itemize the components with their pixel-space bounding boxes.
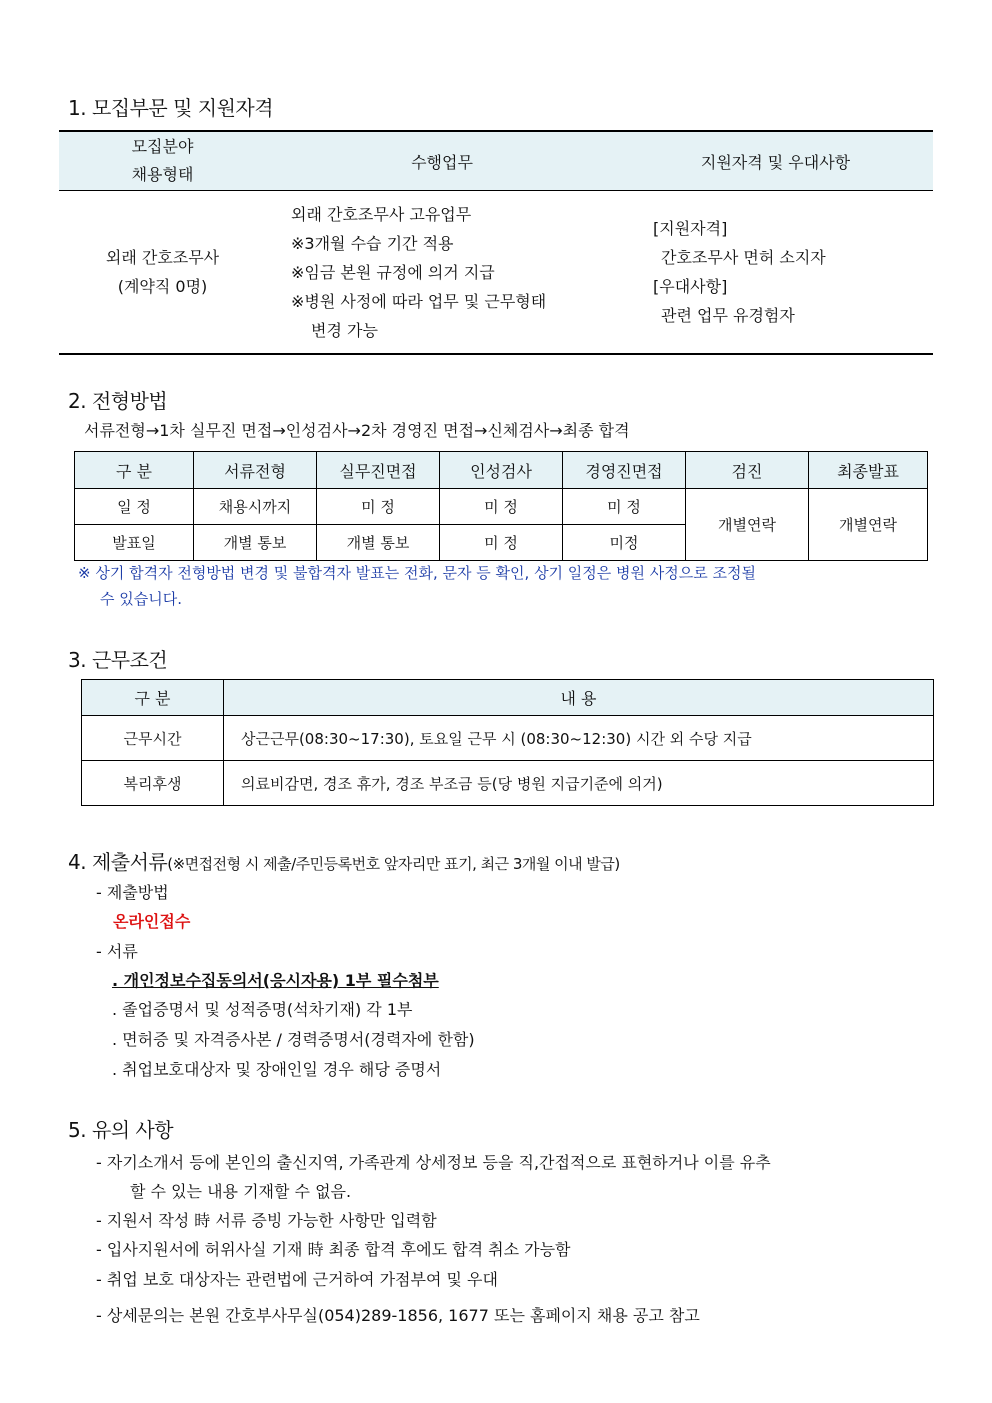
- document-item: . 취업보호대상자 및 장애인일 경우 해당 증명서: [112, 1060, 442, 1079]
- header-duties: 수행업무: [266, 131, 618, 191]
- schedule-cell: 미 정: [440, 489, 563, 525]
- selection-header: 경영진면접: [563, 452, 686, 489]
- condition-key: 근무시간: [82, 716, 224, 761]
- section-5-title: 5. 유의 사항: [68, 1118, 174, 1142]
- header-field-line1: 모집분야: [131, 137, 194, 156]
- qual-item: [우대사항]: [653, 277, 728, 296]
- schedule-cell: 미 정: [317, 489, 440, 525]
- selection-header: 구 분: [75, 452, 194, 489]
- notice-item: 할 수 있는 내용 기재할 수 없음.: [130, 1182, 352, 1201]
- notice-item: - 입사지원서에 허위사실 기재 時 최종 합격 후에도 합격 취소 가능함: [96, 1240, 571, 1259]
- selection-header: 인성검사: [440, 452, 563, 489]
- document-item: [112, 968, 439, 991]
- conditions-table: [81, 679, 934, 806]
- condition-value: 상근근무(08:30~17:30), 토요일 근무 시 (08:30~12:30) 시간 외 수당 지급: [224, 716, 934, 761]
- submission-method-label: - 제출방법: [96, 883, 169, 902]
- duties-cell: [266, 191, 618, 355]
- selection-header: 서류전형: [194, 452, 317, 489]
- duty-item: ※병원 사정에 따라 업무 및 근무형태: [291, 291, 547, 311]
- header-field: [59, 131, 266, 191]
- selection-flow: 서류전형→1차 실무진 면접→인성검사→2차 경영진 면접→신체검사→최종 합격: [84, 421, 630, 440]
- document-item: . 졸업증명서 및 성적증명(석차기재) 각 1부: [112, 1000, 413, 1019]
- header-qualifications: 지원자격 및 우대사항: [618, 131, 933, 191]
- condition-value: 의료비감면, 경조 휴가, 경조 부조금 등(당 병원 지급기준에 의거): [224, 761, 934, 806]
- duty-item: ※3개월 수습 기간 적용: [291, 233, 454, 253]
- documents-label: - 서류: [96, 942, 138, 961]
- section-2-title: 2. 전형방법: [68, 389, 168, 413]
- notice-item: - 상세문의는 본원 간호부사무실(054)289-1856, 1677 또는 홈페이지 채용 공고 참고: [96, 1306, 700, 1325]
- qual-item: [지원자격]: [653, 219, 728, 238]
- duty-item: 외래 간호조무사 고유업무: [291, 204, 472, 224]
- duty-item: 변경 가능: [311, 320, 378, 340]
- notice-item: - 자기소개서 등에 본인의 출신지역, 가족관계 상세정보 등을 직,간접적으로 표현하거나 이를 유추: [96, 1153, 771, 1172]
- recruitment-table: [59, 130, 933, 355]
- qual-item: 간호조무사 면허 소지자: [661, 248, 826, 267]
- schedule-cell: 채용시까지: [194, 489, 317, 525]
- announcement-label: 발표일: [75, 525, 194, 561]
- selection-header: 실무진면접: [317, 452, 440, 489]
- qual-item: 관련 업무 유경험자: [661, 306, 795, 325]
- header-field-line2: 채용형태: [131, 165, 194, 184]
- announcement-cell: 개별 통보: [194, 525, 317, 561]
- section-3-title: 3. 근무조건: [68, 648, 168, 672]
- schedule-cell: 미 정: [563, 489, 686, 525]
- section-4-title: [68, 846, 620, 875]
- condition-key: 복리후생: [82, 761, 224, 806]
- submission-method-value: 온라인접수: [113, 912, 191, 931]
- notice-item: - 지원서 작성 時 서류 증빙 가능한 사항만 입력함: [96, 1211, 437, 1230]
- qualifications-cell: [618, 191, 933, 355]
- duty-item: ※임금 본원 규정에 의거 지급: [291, 262, 495, 282]
- section-4-title-note: (※면접전형 시 제출/주민등록번호 앞자리만 표기, 최근 3개월 이내 발급): [167, 855, 620, 873]
- selection-note-line2: 수 있습니다.: [100, 590, 182, 608]
- field-cell: [59, 191, 266, 355]
- announcement-cell: 미정: [563, 525, 686, 561]
- selection-table: [74, 451, 928, 561]
- final-cell: 개별연락: [809, 489, 928, 561]
- checkup-cell: 개별연락: [686, 489, 809, 561]
- document-required: . 개인정보수집동의서(응시자용) 1부 필수첨부: [112, 971, 439, 990]
- announcement-cell: 미 정: [440, 525, 563, 561]
- notice-item: - 취업 보호 대상자는 관련법에 근거하여 가점부여 및 우대: [96, 1270, 498, 1289]
- selection-header: 검진: [686, 452, 809, 489]
- schedule-label: 일 정: [75, 489, 194, 525]
- conditions-header: 구 분: [82, 680, 224, 716]
- section-1-title: 1. 모집부문 및 지원자격: [68, 96, 274, 120]
- field-type: (계약직 0명): [117, 277, 208, 296]
- conditions-header: 내 용: [224, 680, 934, 716]
- announcement-cell: 개별 통보: [317, 525, 440, 561]
- selection-header: 최종발표: [809, 452, 928, 489]
- field-name: 외래 간호조무사: [105, 248, 220, 267]
- document-item: . 면허증 및 자격증사본 / 경력증명서(경력자에 한함): [112, 1030, 475, 1049]
- section-4-title-text: 4. 제출서류: [68, 850, 168, 874]
- selection-note-line1: ※ 상기 합격자 전형방법 변경 및 불합격자 발표는 전화, 문자 등 확인, 상기 일정은 병원 사정으로 조정될: [78, 564, 756, 582]
